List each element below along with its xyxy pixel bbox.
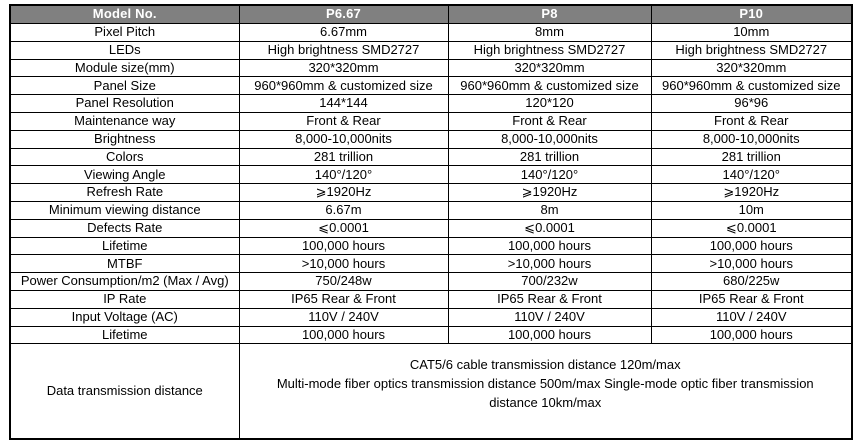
row-label: Lifetime [10, 326, 239, 344]
cell-value: 281 trillion [239, 148, 448, 166]
row-label: Power Consumption/m2 (Max / Avg) [10, 273, 239, 291]
cell-value: 8,000-10,000nits [239, 130, 448, 148]
cell-value: 100,000 hours [448, 237, 651, 255]
cell-value: 8,000-10,000nits [651, 130, 852, 148]
table-row [10, 41, 852, 59]
cell-value: ⩽0.0001 [651, 219, 852, 237]
cell-value: 320*320mm [651, 59, 852, 77]
table-row [10, 184, 852, 202]
table-row [10, 255, 852, 273]
cell-value: 960*960mm & customized size [448, 77, 651, 95]
footer-row [10, 344, 852, 440]
column-header-p667: P6.67 [239, 5, 448, 24]
cell-value: 100,000 hours [651, 237, 852, 255]
row-label: MTBF [10, 255, 239, 273]
table-row [10, 112, 852, 130]
footer-row-value [239, 344, 852, 440]
cell-value: ⩾1920Hz [651, 184, 852, 202]
cell-value: 320*320mm [239, 59, 448, 77]
cell-value: 320*320mm [448, 59, 651, 77]
table-row [10, 237, 852, 255]
table-row [10, 166, 852, 184]
table-row [10, 130, 852, 148]
cell-value: Front & Rear [239, 112, 448, 130]
table-row [10, 201, 852, 219]
cell-value: 8m [448, 201, 651, 219]
row-label: Minimum viewing distance [10, 201, 239, 219]
cell-value: 140°/120° [239, 166, 448, 184]
cell-value: 281 trillion [651, 148, 852, 166]
cell-value: 120*120 [448, 95, 651, 113]
row-label: Viewing Angle [10, 166, 239, 184]
table-row [10, 326, 852, 344]
cell-value: Front & Rear [651, 112, 852, 130]
table-row [10, 59, 852, 77]
table-row [10, 148, 852, 166]
cell-value: 140°/120° [448, 166, 651, 184]
table-row [10, 24, 852, 42]
footer-row-label: Data transmission distance [10, 344, 239, 440]
cell-value: 10mm [651, 24, 852, 42]
row-label: Panel Resolution [10, 95, 239, 113]
row-label: Module size(mm) [10, 59, 239, 77]
cell-value: 750/248w [239, 273, 448, 291]
row-label: Lifetime [10, 237, 239, 255]
cell-value: Front & Rear [448, 112, 651, 130]
cell-value: >10,000 hours [239, 255, 448, 273]
header-row [10, 5, 852, 24]
row-label: Refresh Rate [10, 184, 239, 202]
cell-value: ⩾1920Hz [448, 184, 651, 202]
spec-table-container [9, 4, 853, 440]
cell-value: IP65 Rear & Front [239, 290, 448, 308]
row-label: Maintenance way [10, 112, 239, 130]
row-label: Input Voltage (AC) [10, 308, 239, 326]
table-row [10, 308, 852, 326]
cell-value: 110V / 240V [651, 308, 852, 326]
cell-value: 10m [651, 201, 852, 219]
cell-value: 100,000 hours [239, 326, 448, 344]
cell-value: 680/225w [651, 273, 852, 291]
cell-value: >10,000 hours [448, 255, 651, 273]
table-row [10, 77, 852, 95]
row-label: LEDs [10, 41, 239, 59]
table-row [10, 95, 852, 113]
footer-line-1: CAT5/6 cable transmission distance 120m/max [409, 356, 681, 372]
column-header-p8: P8 [448, 5, 651, 24]
model-no-header: Model No. [10, 5, 239, 24]
row-label: Brightness [10, 130, 239, 148]
spec-rows [10, 24, 852, 344]
cell-value: High brightness SMD2727 [651, 41, 852, 59]
cell-value: 100,000 hours [448, 326, 651, 344]
cell-value: 281 trillion [448, 148, 651, 166]
row-label: Defects Rate [10, 219, 239, 237]
cell-value: 960*960mm & customized size [239, 77, 448, 95]
cell-value: 6.67mm [239, 24, 448, 42]
cell-value: ⩽0.0001 [448, 219, 651, 237]
cell-value: 110V / 240V [239, 308, 448, 326]
cell-value: High brightness SMD2727 [239, 41, 448, 59]
cell-value: 100,000 hours [651, 326, 852, 344]
cell-value: 700/232w [448, 273, 651, 291]
cell-value: >10,000 hours [651, 255, 852, 273]
cell-value: 100,000 hours [239, 237, 448, 255]
spec-table [9, 4, 853, 440]
cell-value: 96*96 [651, 95, 852, 113]
cell-value: 140°/120° [651, 166, 852, 184]
cell-value: 960*960mm & customized size [651, 77, 852, 95]
footer-line-3: distance 10km/max [489, 394, 602, 410]
table-row [10, 290, 852, 308]
footer-line-2: Multi-mode fiber optics transmission distance 500m/max Single-mode optic fiber transmission [276, 375, 814, 391]
cell-value: High brightness SMD2727 [448, 41, 651, 59]
row-label: Panel Size [10, 77, 239, 95]
cell-value: 144*144 [239, 95, 448, 113]
row-label: Pixel Pitch [10, 24, 239, 42]
cell-value: 110V / 240V [448, 308, 651, 326]
cell-value: IP65 Rear & Front [651, 290, 852, 308]
cell-value: 6.67m [239, 201, 448, 219]
column-header-p10: P10 [651, 5, 852, 24]
row-label: Colors [10, 148, 239, 166]
table-row [10, 273, 852, 291]
cell-value: 8,000-10,000nits [448, 130, 651, 148]
table-row [10, 219, 852, 237]
cell-value: IP65 Rear & Front [448, 290, 651, 308]
row-label: IP Rate [10, 290, 239, 308]
cell-value: ⩾1920Hz [239, 184, 448, 202]
cell-value: ⩽0.0001 [239, 219, 448, 237]
cell-value: 8mm [448, 24, 651, 42]
